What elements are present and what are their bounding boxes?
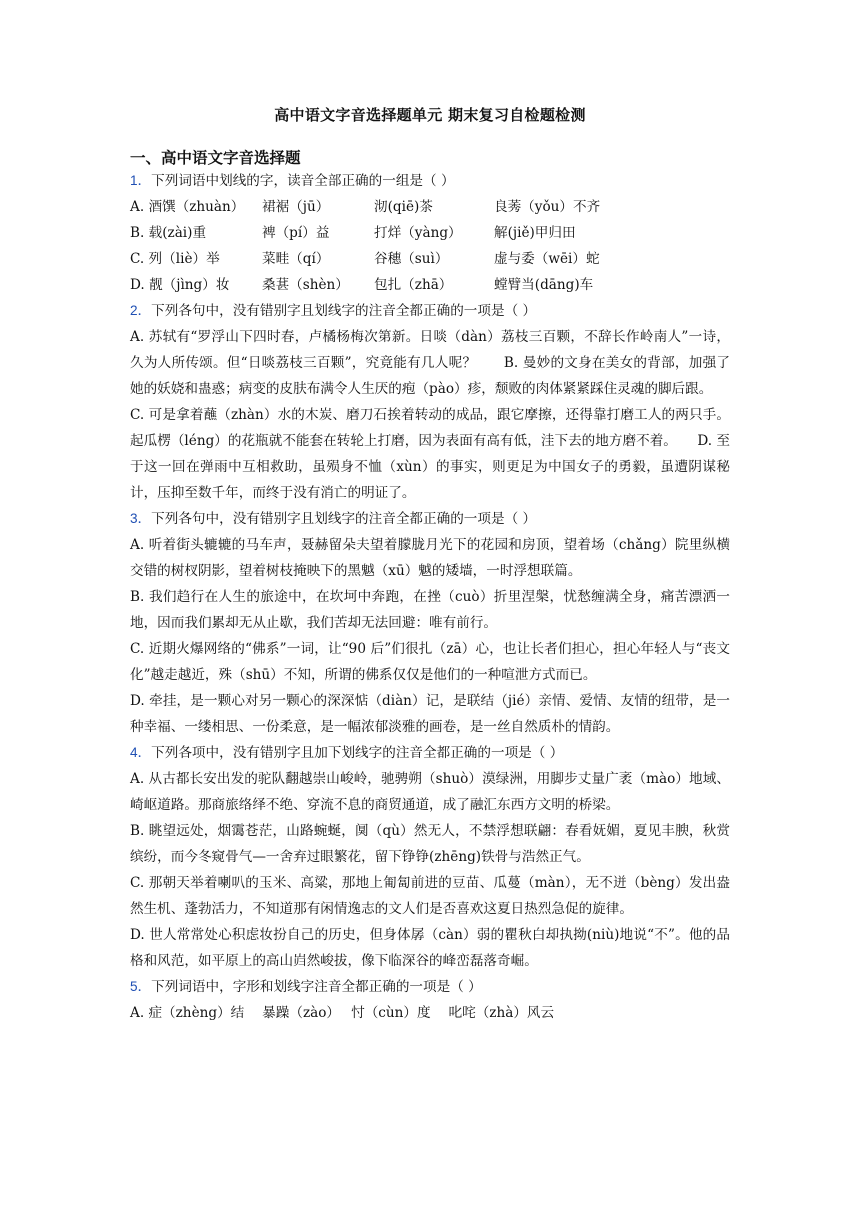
question-1 — [130, 168, 730, 194]
question-stem: 下列词语中划线的字，读音全部正确的一组是（ ） — [151, 173, 455, 189]
question-list — [130, 168, 730, 1026]
option-d: D. 世人常常处心积虑妆扮自己的历史，但身体孱（càn）弱的瞿秋白却执拗(niù)地说“不”。他的品格和风范，如平原上的高山岿然峻拔，像下临深谷的峰峦磊落奇崛。 — [130, 927, 730, 969]
section-heading: 一、高中语文字音选择题 — [130, 148, 301, 167]
option-paragraph-ab: A. 苏轼有“罗浮山下四时春，卢橘杨梅次第新。日啖（dàn）荔枝三百颗，不辞长作岭南人”一诗，久为人所传颂。但“日啖荔枝三百颗”，究竟能有几人呢？ B. 曼妙的文身在美女的背部，加强了她的妖娆和蛊惑；病变的皮肤布满令人生厌的疱（pào）疹，颓败的肉体紧紧踩住灵魂的脚后跟。 — [130, 329, 730, 397]
question-stem: 下列各句中，没有错别字且划线字的注音全都正确的一项是（ ） — [151, 511, 537, 527]
question-4 — [130, 740, 730, 766]
page-title: 高中语文字音选择题单元 期末复习自检题检测 — [274, 106, 586, 124]
question-2 — [130, 298, 730, 324]
question-stem: 下列各项中，没有错别字且加下划线字的注音全都正确的一项是（ ） — [151, 745, 564, 761]
question-number: 1． — [130, 173, 152, 188]
option-b: B. 我们趋行在人生的旅途中，在坎坷中奔跑，在挫（cuò）折里涅槃，忧愁缠满全身，痛苦漂洒一地，因而我们累却无从止歇，我们苦却无法回避：唯有前行。 — [130, 589, 730, 631]
option-d: D. 牵挂，是一颗心对另一颗心的深深惦（diàn）记，是联结（jié）亲情、爱情、友情的纽带，是一种幸福、一缕相思、一份柔意，是一幅浓郁淡雅的画卷，是一丝自然质朴的情韵。 — [130, 693, 730, 735]
option-c: C. 那朝天举着喇叭的玉米、高粱，那地上匍匐前进的豆苗、瓜蔓（màn），无不迸（bèng）发出盎然生机、蓬勃活力，不知道那有闲情逸志的文人们是否喜欢这夏日热烈急促的旋律。 — [130, 875, 730, 917]
option-a: A. 听着街头辘辘的马车声，聂赫留朵夫望着朦胧月光下的花园和房顶，望着场（chǎng）院里纵横交错的树杈阴影，望着树枝掩映下的黑魆（xū）魆的矮墙，一时浮想联篇。 — [130, 537, 730, 579]
question-number: 5． — [130, 979, 152, 994]
option-a: A. 酒馔（zhuàn） 裙裾（jū） 沏(qiē)茶 良莠（yǒu）不齐 — [130, 199, 601, 215]
question-stem: 下列各句中，没有错别字且划线字的注音全都正确的一项是（ ） — [151, 303, 537, 319]
question-stem: 下列词语中，字形和划线字注音全都正确的一项是（ ） — [151, 979, 482, 995]
option-a: A. 症（zhèng）结 暴躁（zào） 忖（cùn）度 叱咤（zhà）风云 — [130, 1005, 555, 1021]
option-a: A. 从古都长安出发的驼队翻越崇山峻岭，驰骋朔（shuò）漠绿洲，用脚步丈量广袤（mào）地域、崎岖道路。那商旅络绎不绝、穿流不息的商贸通道，成了融汇东西方文明的桥梁。 — [130, 771, 730, 813]
question-number: 2． — [130, 303, 152, 318]
question-5 — [130, 974, 730, 1000]
question-3 — [130, 506, 730, 532]
option-paragraph-cd: C. 可是拿着蘸（zhàn）水的木炭、磨刀石挨着转动的成品，跟它摩擦，还得靠打磨工人的两只手。起瓜楞（léng）的花瓶就不能套在转轮上打磨，因为表面有高有低，洼下去的地方磨不着。 D. 至于这一回在弹雨中互相救助，虽殒身不恤（xùn）的事实，则更足为中国女子的勇毅，虽遭阴谋秘计，压抑至数千年，而终于没有消亡的明证了。 — [130, 407, 730, 501]
question-number: 3． — [130, 511, 152, 526]
question-number: 4． — [130, 745, 152, 760]
option-d: D. 靓（jìng）妆 桑葚（shèn） 包扎（zhā） 螳臂当(dāng)车 — [130, 277, 594, 293]
option-b: B. 载(zài)重 裨（pí）益 打烊（yàng） 解(jiě)甲归田 — [130, 225, 576, 241]
option-c: C. 列（liè）举 菜畦（qí） 谷穗（suì） 虚与委（wēi）蛇 — [130, 251, 600, 267]
option-b: B. 眺望远处，烟霭苍茫，山路蜿蜒，阒（qù）然无人，不禁浮想联翩：春看妩媚，夏见丰腴，秋赏缤纷，而今冬窥骨气—一舍弃过眼繁花，留下铮铮(zhēng)铁骨与浩然正气。 — [130, 823, 730, 865]
option-c: C. 近期火爆网络的“佛系”一词，让“90 后”们很扎（zā）心，也让长者们担心，担心年轻人与“丧文化”越走越近，殊（shū）不知，所谓的佛系仅仅是他们的一种喧泄方式而已。 — [130, 641, 730, 683]
